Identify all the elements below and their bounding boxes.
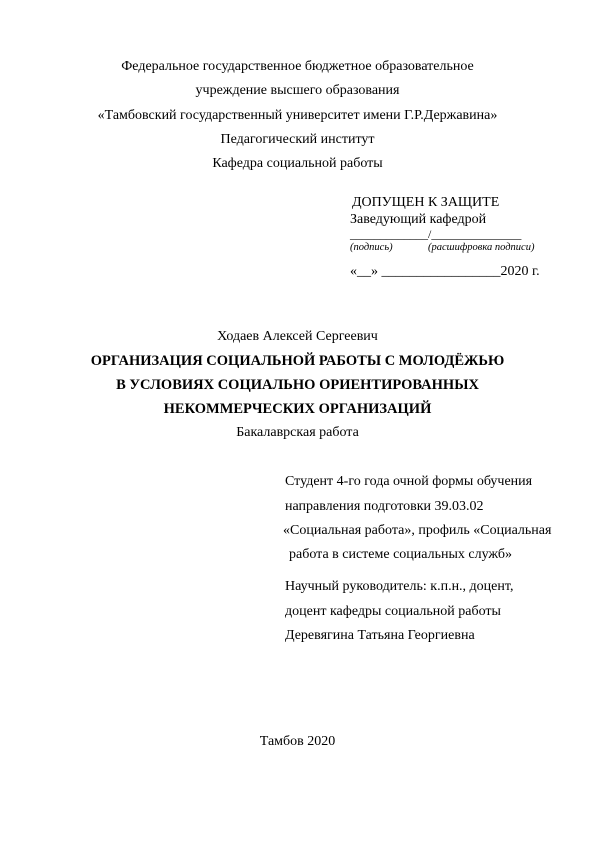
approval-title: ДОПУЩЕН К ЗАЩИТЕ <box>352 195 500 210</box>
header-line-4: Педагогический институт <box>220 132 375 147</box>
approval-date-line: «__» _________________2020 г. <box>350 264 540 279</box>
thesis-title-line-2: В УСЛОВИЯХ СОЦИАЛЬНО ОРИЕНТИРОВАННЫХ <box>116 377 479 393</box>
author-name: Ходаев Алексей Сергеевич <box>217 329 378 344</box>
thesis-title-line-1: ОРГАНИЗАЦИЯ СОЦИАЛЬНОЙ РАБОТЫ С МОЛОДЁЖЬЮ <box>90 353 505 369</box>
header-line-2: учреждение высшего образования <box>195 83 400 98</box>
approval-signature-line: _____________/_______________ <box>350 227 522 241</box>
header-line-1: Федеральное государственное бюджетное образовательное <box>121 59 474 74</box>
student-line-4: работа в системе социальных служб» <box>289 547 513 562</box>
thesis-title-line-3: НЕКОММЕРЧЕСКИХ ОРГАНИЗАЦИЙ <box>163 401 432 417</box>
student-line-2: направления подготовки 39.03.02 <box>285 499 484 514</box>
approval-role: Заведующий кафедрой <box>350 212 487 227</box>
student-line-1: Студент 4-го года очной формы обучения <box>285 474 533 489</box>
supervisor-line-3: Деревягина Татьяна Георгиевна <box>285 628 475 643</box>
work-type: Бакалаврская работа <box>236 425 359 440</box>
signature-caption: (подпись) <box>350 242 393 253</box>
supervisor-line-2: доцент кафедры социальной работы <box>285 604 501 619</box>
student-line-3: «Социальная работа», профиль «Социальная <box>283 523 552 538</box>
header-line-5: Кафедра социальной работы <box>212 156 383 171</box>
footer-city-year: Тамбов 2020 <box>259 734 336 749</box>
supervisor-line-1: Научный руководитель: к.п.н., доцент, <box>285 579 514 594</box>
decode-caption: (расшифровка подписи) <box>428 242 535 253</box>
header-line-3: «Тамбовский государственный университет имени Г.Р.Державина» <box>97 108 498 123</box>
